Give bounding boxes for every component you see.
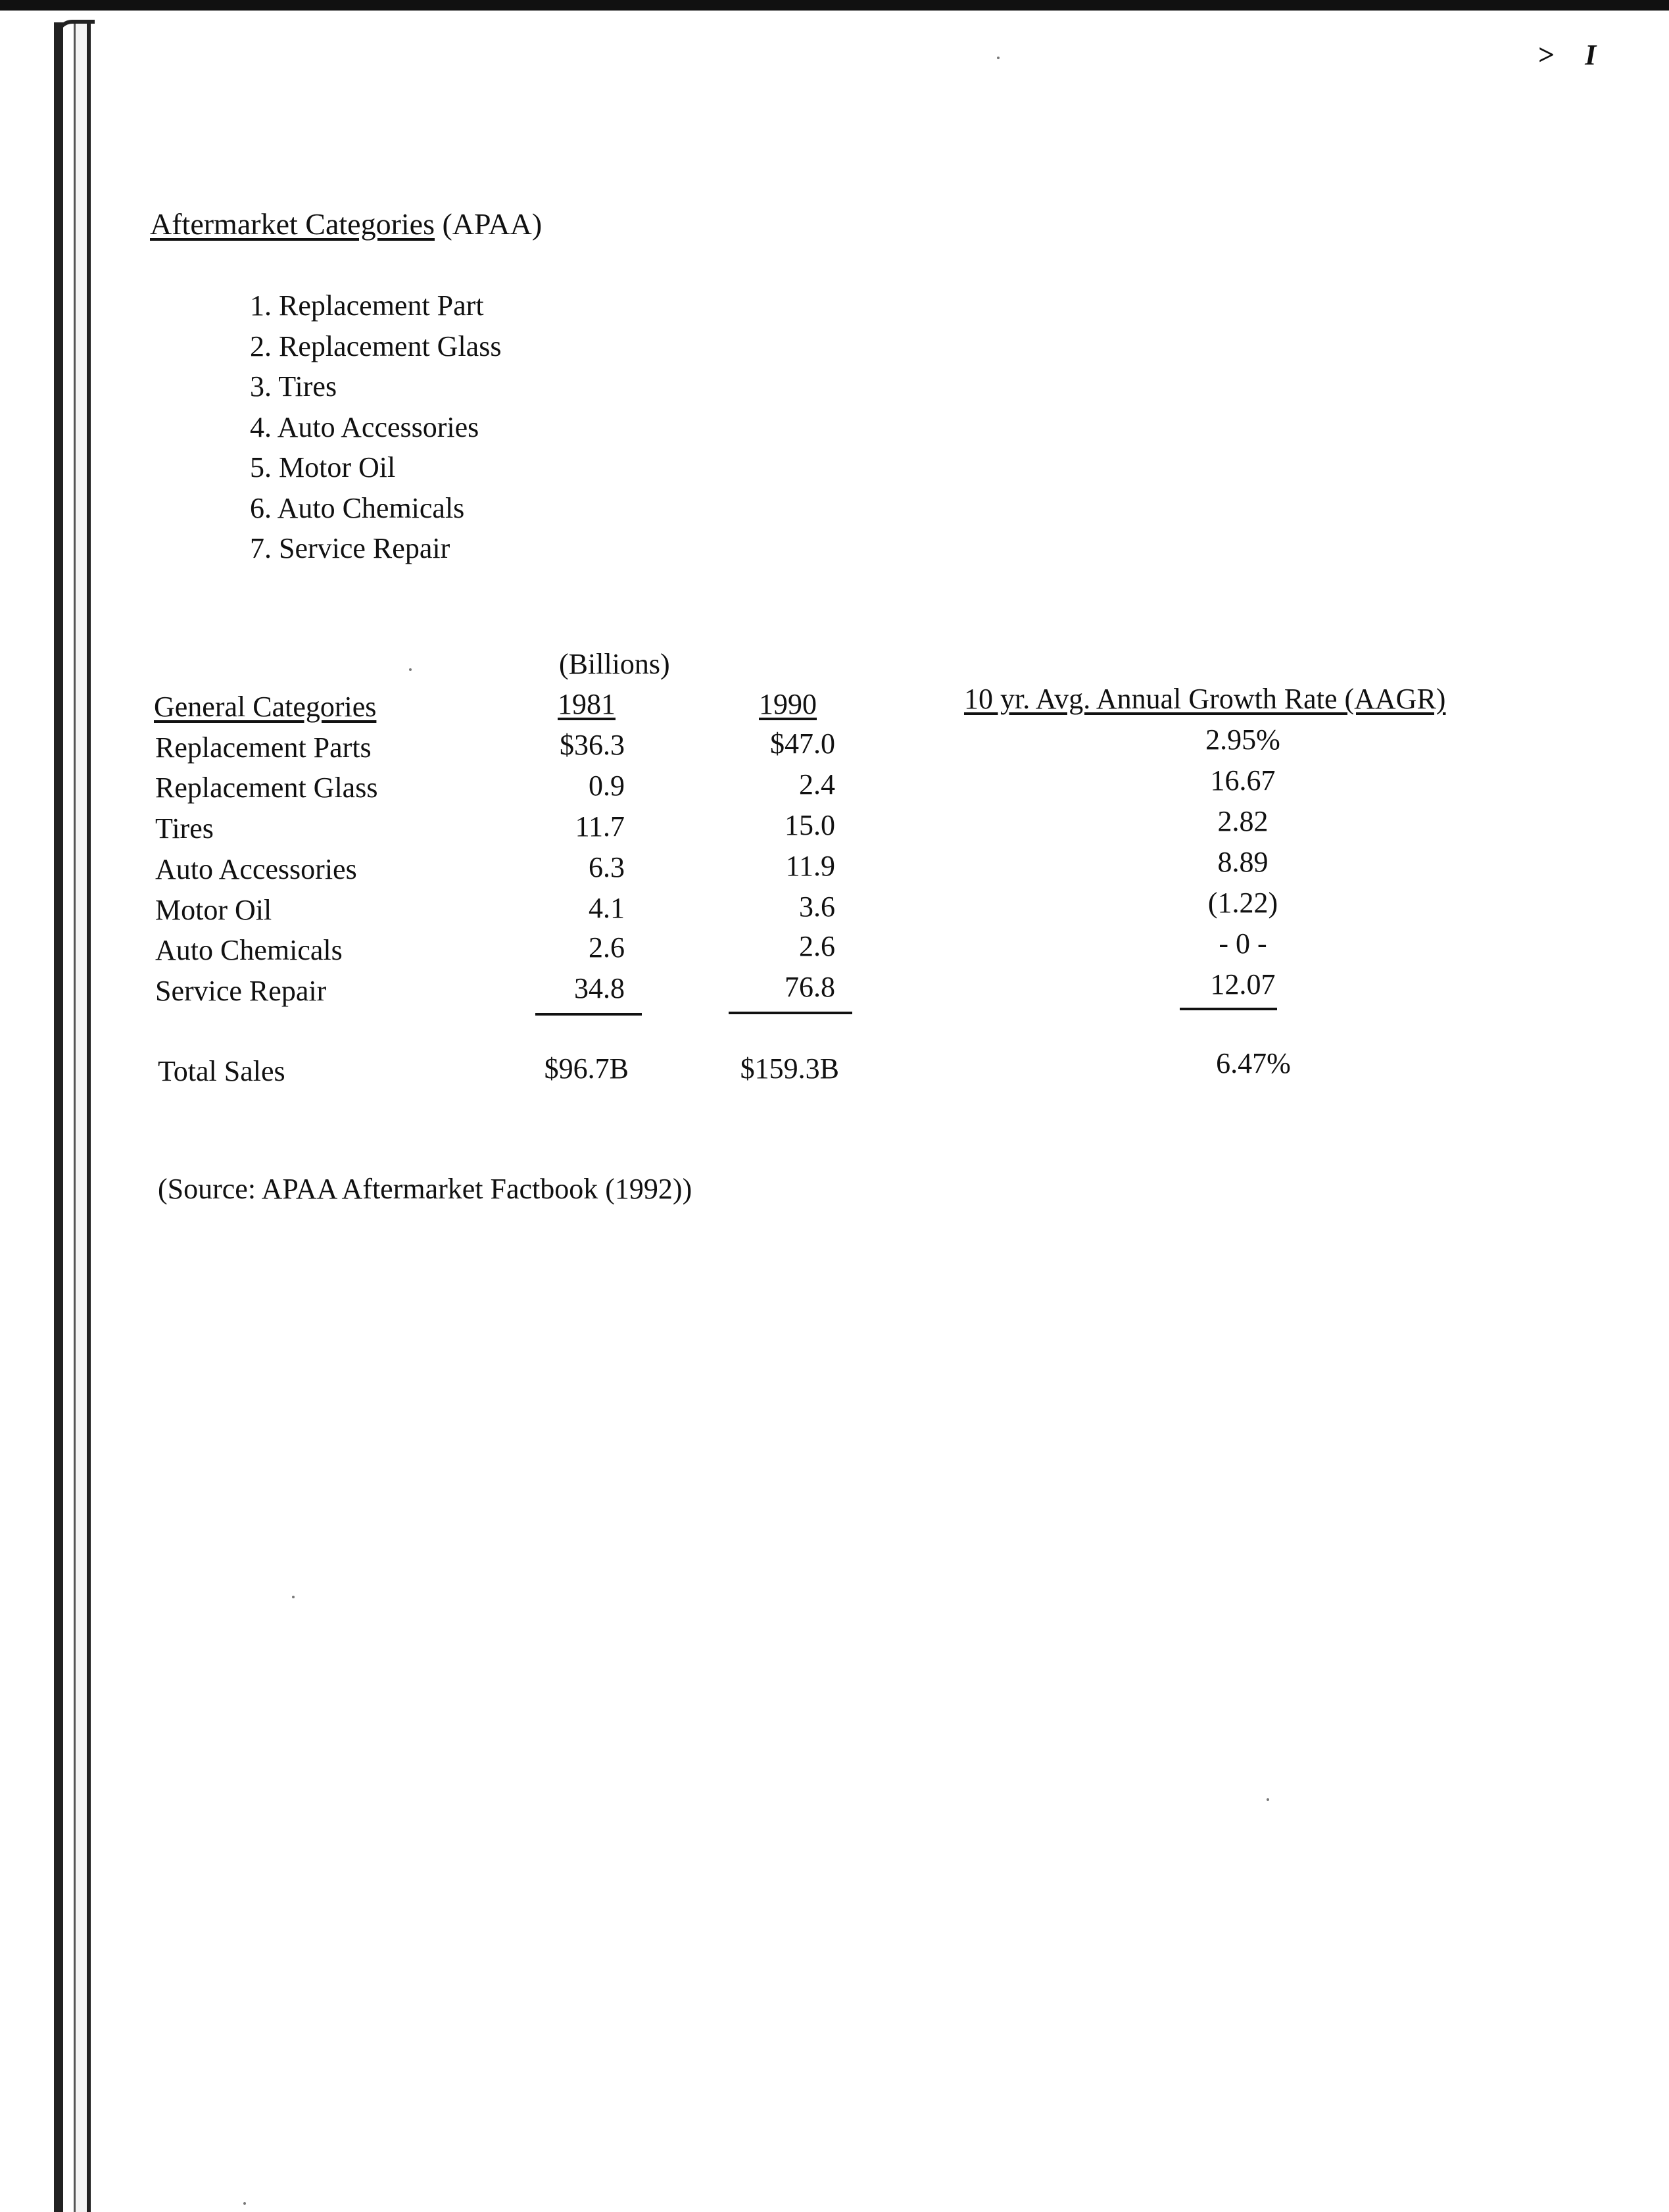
heading-suffix: (APAA) [442,207,543,241]
row-1990: 11.9 [785,850,835,882]
source-note: (Source: APAA Aftermarket Factbook (1992)) [158,1173,692,1205]
row-1990: 15.0 [785,809,835,841]
heading-title: Aftermarket Categories [150,207,435,241]
list-item: 1. Replacement Part [250,289,484,322]
total-aagr: 6.47% [1216,1047,1291,1079]
list-item: 2. Replacement Glass [250,330,502,362]
row-category: Service Repair [155,975,327,1007]
row-1981: 0.9 [589,770,625,802]
header-1990: 1990 [759,688,817,720]
row-category: Auto Chemicals [155,934,343,966]
row-1990: $47.0 [770,727,835,760]
row-aagr: 16.67 [1210,764,1276,797]
total-1981: $96.7B [544,1052,629,1085]
total-label: Total Sales [158,1055,285,1087]
list-item: 6. Auto Chemicals [250,491,465,524]
row-category: Motor Oil [155,894,272,926]
row-1981: 11.7 [575,810,625,843]
row-aagr: 8.89 [1217,846,1269,878]
row-aagr: 12.07 [1210,968,1276,1000]
row-1990: 2.6 [799,930,835,962]
unit-label: (Billions) [559,648,670,680]
row-aagr: - 0 - [1219,927,1267,960]
scan-speck [243,2202,246,2205]
scan-speck [409,668,412,671]
row-category: Auto Accessories [155,853,357,885]
header-category: General Categories [154,691,377,723]
scan-speck [1267,1798,1269,1801]
row-category: Replacement Parts [155,731,372,764]
row-category: Replacement Glass [155,772,378,804]
row-aagr: 2.95% [1205,724,1280,756]
row-1990: 3.6 [799,891,835,923]
list-item: 4. Auto Accessories [250,410,479,443]
row-1981: 4.1 [589,892,625,924]
scan-speck [292,1596,295,1598]
row-1981: $36.3 [560,729,625,761]
header-aagr: 10 yr. Avg. Annual Growth Rate (AAGR) [964,683,1446,715]
list-item: 7. Service Repair [250,532,450,564]
total-rule-1990 [729,1012,852,1014]
row-category: Tires [155,812,214,845]
row-aagr: (1.22) [1207,887,1278,919]
row-1981: 2.6 [589,931,625,964]
page-mark: > I [1537,39,1609,71]
list-item: 5. Motor Oil [250,451,396,483]
row-1981: 34.8 [574,972,625,1004]
row-aagr: 2.82 [1217,805,1269,837]
row-1990: 2.4 [799,768,835,800]
total-1990: $159.3B [740,1052,839,1085]
row-1981: 6.3 [589,851,625,883]
row-1990: 76.8 [785,971,835,1003]
list-item: 3. Tires [250,370,337,403]
header-1981: 1981 [558,688,616,720]
total-rule-aagr [1180,1008,1277,1010]
scan-speck [997,57,1000,59]
total-rule-1981 [535,1013,642,1016]
